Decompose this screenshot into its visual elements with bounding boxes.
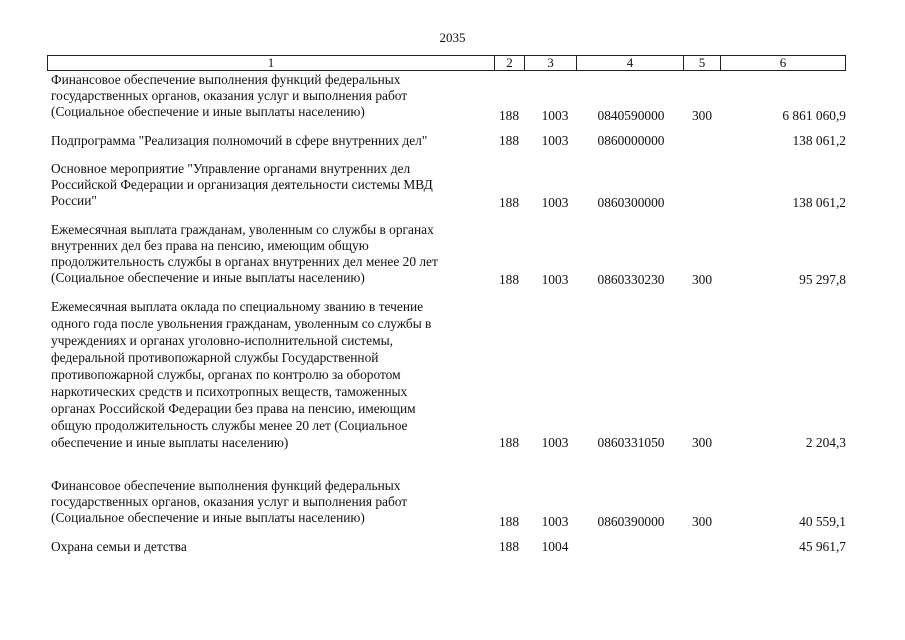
page-number: 2035 bbox=[439, 30, 466, 45]
section-code: 1004 bbox=[541, 539, 569, 554]
row-line: Основное мероприятие "Управление органами внутренних дел bbox=[51, 161, 411, 176]
expense-type: 300 bbox=[691, 272, 713, 287]
table-row bbox=[47, 298, 846, 451]
expense-type: 300 bbox=[691, 108, 713, 123]
section-code: 1003 bbox=[541, 195, 569, 210]
row-line: учреждениях и органах уголовно-исполнительной системы, bbox=[51, 333, 393, 348]
admin-code: 188 bbox=[498, 108, 520, 123]
expense-type: 300 bbox=[691, 514, 713, 529]
amount: 2 204,3 bbox=[805, 435, 846, 450]
row-line: общую продолжительность службы менее 20 лет (Социальное bbox=[51, 418, 408, 433]
row-line: Подпрограмма "Реализация полномочий в сфере внутренних дел" bbox=[51, 133, 428, 148]
row-description bbox=[51, 161, 487, 209]
admin-code: 188 bbox=[498, 435, 520, 450]
amount: 40 559,1 bbox=[799, 514, 846, 529]
table-row bbox=[47, 539, 846, 555]
row-line: одного года после увольнения гражданам, уволенным со службы в bbox=[51, 316, 432, 331]
row-line: противопожарной службы, органах по контролю за оборотом bbox=[51, 367, 401, 382]
row-line: России" bbox=[51, 193, 97, 208]
row-line: Российской Федерации и организация деятельности системы МВД bbox=[51, 177, 433, 192]
section-code: 1003 bbox=[541, 133, 569, 148]
row-description bbox=[51, 478, 487, 526]
expense-type: 300 bbox=[691, 435, 713, 450]
row-line: (Социальное обеспечение и иные выплаты населению) bbox=[51, 510, 365, 525]
row-line: Финансовое обеспечение выполнения функций федеральных bbox=[51, 478, 401, 493]
target-article: 0860000000 bbox=[597, 133, 665, 148]
table-row bbox=[47, 222, 846, 288]
admin-code: 188 bbox=[498, 133, 520, 148]
row-description bbox=[51, 133, 491, 149]
target-article: 0860300000 bbox=[597, 195, 665, 210]
row-line: внутренних дел без права на пенсию, имеющим общую bbox=[51, 238, 369, 253]
amount: 6 861 060,9 bbox=[782, 108, 846, 123]
section-code: 1003 bbox=[541, 108, 569, 123]
header-col-4: 4 bbox=[577, 56, 684, 70]
amount: 138 061,2 bbox=[792, 195, 846, 210]
table-row bbox=[47, 161, 846, 211]
row-line: федеральной противопожарной службы Государственной bbox=[51, 350, 379, 365]
amount: 138 061,2 bbox=[792, 133, 846, 148]
table-row bbox=[47, 72, 846, 124]
row-description bbox=[51, 298, 487, 451]
target-article: 0860390000 bbox=[597, 514, 665, 529]
target-article: 0840590000 bbox=[597, 108, 665, 123]
row-line: Ежемесячная выплата гражданам, уволенным со службы в органах bbox=[51, 222, 434, 237]
target-article: 0860330230 bbox=[597, 272, 665, 287]
section-code: 1003 bbox=[541, 514, 569, 529]
amount: 95 297,8 bbox=[799, 272, 846, 287]
target-article: 0860331050 bbox=[597, 435, 665, 450]
row-line: (Социальное обеспечение и иные выплаты населению) bbox=[51, 270, 365, 285]
row-line: наркотических средств и психотропных веществ, таможенных bbox=[51, 384, 408, 399]
row-line: продолжительность службы в органах внутренних дел менее 20 лет bbox=[51, 254, 438, 269]
row-line: Финансовое обеспечение выполнения функций федеральных bbox=[51, 72, 401, 87]
header-col-5: 5 bbox=[684, 56, 721, 70]
table-row bbox=[47, 478, 846, 530]
row-description bbox=[51, 539, 487, 555]
row-description bbox=[51, 222, 487, 286]
section-code: 1003 bbox=[541, 435, 569, 450]
row-line: Охрана семьи и детства bbox=[51, 539, 187, 554]
admin-code: 188 bbox=[498, 195, 520, 210]
admin-code: 188 bbox=[498, 514, 520, 529]
row-line: государственных органов, оказания услуг и выполнения работ bbox=[51, 88, 408, 103]
header-col-3: 3 bbox=[525, 56, 577, 70]
header-col-2: 2 bbox=[495, 56, 525, 70]
row-line: Ежемесячная выплата оклада по специальному званию в течение bbox=[51, 299, 424, 314]
section-code: 1003 bbox=[541, 272, 569, 287]
table-row bbox=[47, 133, 846, 149]
row-line: органах Российской Федерации без права на пенсию, имеющим bbox=[51, 401, 416, 416]
row-line: государственных органов, оказания услуг и выполнения работ bbox=[51, 494, 408, 509]
amount: 45 961,7 bbox=[799, 539, 846, 554]
header-col-1: 1 bbox=[48, 56, 495, 70]
admin-code: 188 bbox=[498, 539, 520, 554]
row-description bbox=[51, 72, 487, 120]
header-col-6: 6 bbox=[779, 55, 787, 70]
table-header bbox=[47, 55, 846, 71]
row-line: обеспечение и иные выплаты населению) bbox=[51, 435, 289, 450]
admin-code: 188 bbox=[498, 272, 520, 287]
row-line: (Социальное обеспечение и иные выплаты населению) bbox=[51, 104, 365, 119]
